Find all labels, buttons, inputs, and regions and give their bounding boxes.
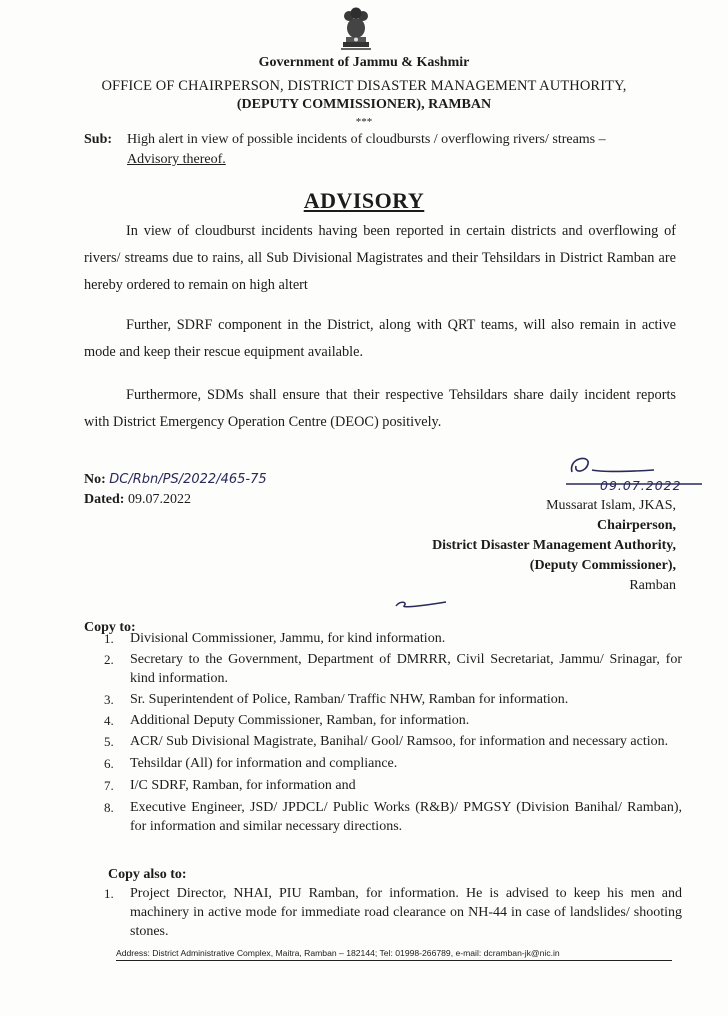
- reference-block: [84, 470, 344, 510]
- list-item: [104, 798, 682, 836]
- office-heading: OFFICE OF CHAIRPERSON, DISTRICT DISASTER MANAGEMENT AUTHORITY,: [101, 78, 627, 94]
- header-separator: ***: [355, 116, 373, 128]
- government-heading: Government of Jammu & Kashmir: [258, 55, 470, 70]
- subject-label: Sub:: [84, 132, 113, 147]
- list-item-text: Additional Deputy Commissioner, Ramban, for information.: [130, 713, 470, 728]
- signatory-title-1: Chairperson,: [597, 518, 676, 533]
- copy-also-to-heading: Copy also to:: [108, 867, 187, 882]
- reference-no-label: No:: [84, 472, 106, 487]
- list-item-text: Secretary to the Government, Department of DMRRR, Civil Secretariat, Jammu/ Srinagar, for kind information.: [130, 652, 682, 686]
- handwritten-signature: [562, 450, 712, 502]
- list-item-number: 2.: [104, 652, 114, 667]
- list-item-text: Sr. Superintendent of Police, Ramban/ Traffic NHW, Ramban for information.: [130, 692, 569, 707]
- signature-block: [336, 496, 676, 596]
- list-item-number: 6.: [104, 756, 114, 771]
- list-item: [104, 629, 682, 648]
- signatory-title-2: District Disaster Management Authority,: [432, 538, 676, 553]
- signatory-title-3: (Deputy Commissioner),: [529, 558, 676, 573]
- signatory-location: Ramban: [629, 578, 676, 593]
- paragraph-1-text: In view of cloudburst incidents having been reported in certain districts and overflowing of rivers/ streams due to rains, all Sub Divisional Magistrates and their Tehsildars in District Ramban are hereby ordered to remain on high altert: [84, 223, 676, 293]
- list-item: [104, 732, 682, 751]
- list-item-number: 3.: [104, 692, 114, 707]
- list-item: [104, 650, 682, 688]
- list-item-text: Project Director, NHAI, PIU Ramban, for information. He is advised to keep his men and machinery in active mode for immediate road clearance on NH-44 in case of landslides/ shooting stones.: [130, 886, 682, 939]
- list-item: [104, 690, 682, 709]
- copy-also-to-list: [104, 884, 682, 941]
- footer-address: Address: District Administrative Complex, Maitra, Ramban – 182144; Tel: 01998-266789, e-mail: dcramban-jk@nic.in: [116, 946, 672, 961]
- paragraph-3-text: Furthermore, SDMs shall ensure that their respective Tehsildars share daily incident reports with District Emergency Operation Centre (DEOC) positively.: [84, 387, 676, 430]
- list-item-text: ACR/ Sub Divisional Magistrate, Banihal/ Gool/ Ramsoo, for information and necessary action.: [130, 734, 669, 749]
- list-item-text: Executive Engineer, JSD/ JPDCL/ Public Works (R&B)/ PMGSY (Division Banihal/ Ramban), for information and similar necessary directions.: [130, 800, 682, 834]
- paragraph-1: [84, 218, 676, 299]
- list-item: [104, 776, 682, 795]
- paragraph-3: [84, 382, 676, 436]
- list-item: [104, 711, 682, 730]
- handwritten-initial: [392, 596, 452, 612]
- subject-underlined-text: Advisory thereof.: [127, 152, 226, 167]
- list-item-number: 4.: [104, 713, 114, 728]
- reference-dated-label: Dated:: [84, 492, 125, 507]
- signature-date: 09.07.2022: [600, 478, 682, 493]
- list-item-text: I/C SDRF, Ramban, for information and: [130, 778, 356, 793]
- list-item-text: Divisional Commissioner, Jammu, for kind information.: [130, 631, 446, 646]
- list-item-number: 7.: [104, 778, 114, 793]
- paragraph-2-text: Further, SDRF component in the District, along with QRT teams, will also remain in active mode and keep their rescue equipment available.: [84, 317, 676, 360]
- list-item-number: 1.: [104, 886, 114, 901]
- list-item-number: 8.: [104, 800, 114, 815]
- reference-dated-value: 09.07.2022: [127, 492, 191, 507]
- list-item-number: 1.: [104, 631, 114, 646]
- copy-to-heading: Copy to:: [84, 620, 136, 635]
- list-item: [104, 884, 682, 941]
- designation-heading: (DEPUTY COMMISSIONER), RAMBAN: [236, 97, 492, 112]
- document-title: ADVISORY: [303, 188, 425, 213]
- reference-no-value: DC/Rbn/PS/2022/465-75: [109, 472, 267, 487]
- list-item-text: Tehsildar (All) for information and compliance.: [130, 756, 398, 771]
- subject-text: [127, 130, 682, 170]
- copy-to-list: [104, 629, 682, 836]
- list-item-number: 5.: [104, 734, 114, 749]
- national-emblem-icon: [337, 6, 375, 52]
- subject-main-text: High alert in view of possible incidents of cloudbursts / overflowing rivers/ streams –: [127, 132, 606, 147]
- list-item: [104, 754, 682, 773]
- signatory-name: Mussarat Islam, JKAS,: [546, 498, 676, 513]
- paragraph-2: [84, 312, 676, 366]
